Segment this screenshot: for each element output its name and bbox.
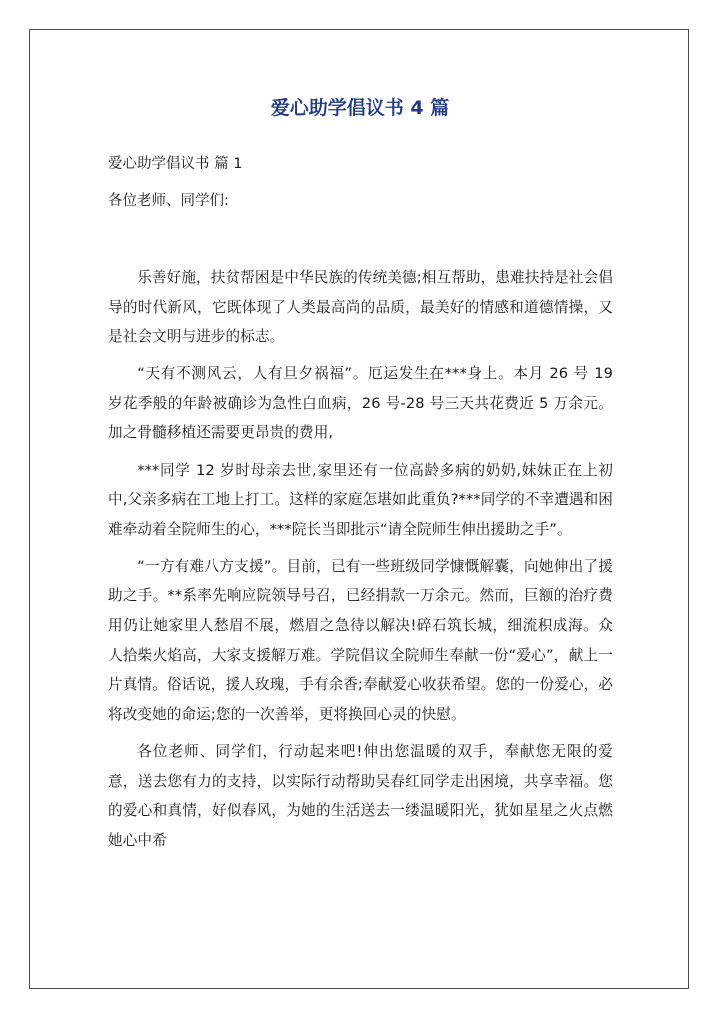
document-subtitle: 爱心助学倡议书 篇 1 <box>108 156 243 172</box>
document-body <box>108 263 613 863</box>
paragraph: 各位老师、同学们，行动起来吧!伸出您温暖的双手，奉献您无限的爱意，送去您有力的支持，以实际行动帮助吴春红同学走出困境，共享幸福。您的爱心和真情，好似春风，为她的生活送去一缕温暖阳光，犹如星星之火点燃她心中希 <box>108 742 613 849</box>
paragraph: “一方有难八方支援”。目前，已有一些班级同学慷慨解囊，向她伸出了援助之手。**系率先响应院领导号召，已经捐款一万余元。然而，巨额的治疗费用仍让她家里人愁眉不展，燃眉之急待以解决!碎石筑长城，细流积成海。众人拾柴火焰高，大家支援解万难。学院倡议全院师生奉献一份“爱心”，献上一片真情。俗话说，援人玫瑰，手有余香;奉献爱心收获希望。您的一份爱心，必将改变她的命运;您的一次善举，更将换回心灵的快慰。 <box>108 557 613 723</box>
paragraph: 乐善好施，扶贫帮困是中华民族的传统美德;相互帮助，患难扶持是社会倡导的时代新风，它既体现了人类最高尚的品质，最美好的情感和道德情操，又是社会文明与进步的标志。 <box>108 269 613 346</box>
document-title: 爱心助学倡议书 4 篇 <box>270 97 450 119</box>
paragraph: ***同学 12 岁时母亲去世,家里还有一位高龄多病的奶奶,妹妹正在上初中,父亲多病在工地上打工。这样的家庭怎堪如此重负?***同学的不幸遭遇和困难牵动着全院师生的心，***院长当即批示“请全院师生伸出援助之手”。 <box>108 461 613 538</box>
greeting-line: 各位老师、同学们: <box>108 193 229 209</box>
paragraph: “天有不测风云，人有旦夕祸福”。厄运发生在***身上。本月 26 号 19 岁花季般的年龄被确诊为急性白血病，26 号-28 号三天共花费近 5 万余元。加之骨髓移植还需要更昂贵的费用, <box>108 365 613 442</box>
